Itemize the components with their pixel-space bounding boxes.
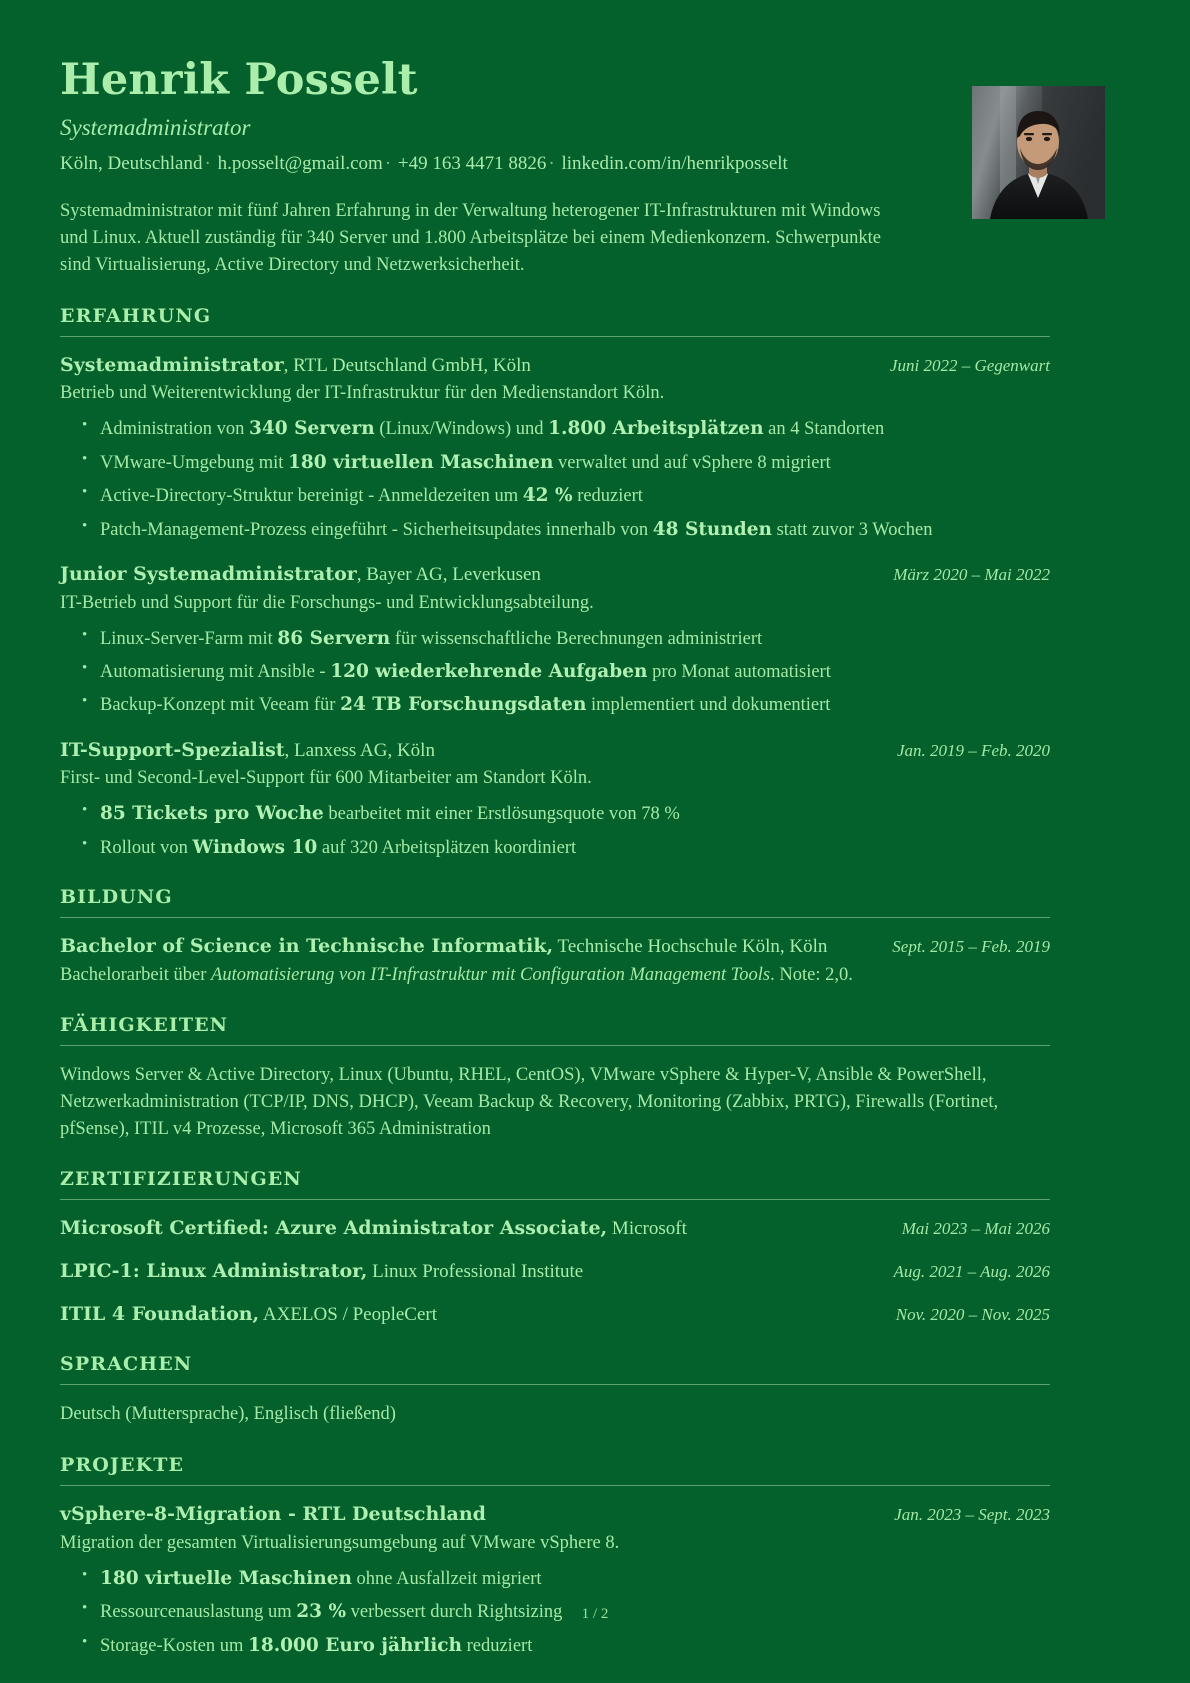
thesis-title: Automatisierung von IT-Infrastruktur mit Configuration Management Tools [211,964,771,985]
bullet-text: Rollout von [100,837,193,858]
bullet-text-post: reduziert [572,486,643,507]
certification-row [60,1259,1050,1285]
entry-description: First- und Second-Level-Support für 600 Mitarbeiter am Standort Köln. [60,768,592,789]
bullet-text: Active-Directory-Struktur bereinigt - Anmeldezeiten um [100,486,523,507]
contact-separator-3: · [548,153,555,175]
section-divider [60,917,1050,918]
section-certifications [60,1168,1050,1327]
section-divider [60,336,1050,337]
bullet-text-post: verwaltet und auf vSphere 8 migriert [553,452,831,473]
section-projects [60,1454,1050,1658]
school-name: Technische Hochschule Köln, Köln [553,936,828,958]
entry-role: Junior Systemadministrator [60,562,357,585]
section-divider [60,1384,1050,1385]
entry-title [60,1216,687,1242]
section-divider [60,1199,1050,1200]
bullet-text: Ressourcenauslastung um [100,1602,297,1623]
list-item [82,518,1050,542]
list-item [82,836,1050,860]
project-description: Migration der gesamten Virtualisierungsumgebung auf VMware vSphere 8. [60,1532,620,1553]
portrait-photo [972,86,1105,219]
bullet-text-post: ohne Ausfallzeit migriert [351,1568,542,1589]
degree-name: Bachelor of Science in Technische Informatik, [60,935,554,958]
list-item [82,802,1050,826]
languages-text: Deutsch (Muttersprache), Englisch (fließend) [60,1404,396,1425]
entry-title [60,562,541,588]
bullet-text-post: statt zuvor 3 Wochen [771,519,933,540]
section-divider [60,1045,1050,1046]
contact-separator-2: · [384,153,392,175]
entry-title [60,1302,437,1328]
section-heading-languages: SPRACHEN [60,1353,193,1376]
bullet-text-mid: (Linux/Windows) und [374,419,549,440]
list-item [82,484,1050,508]
project-name: vSphere-8-Migration - RTL Deutschland [60,1503,486,1526]
bullet-text-post: implementiert und dokumentiert [586,695,831,716]
bullet-text-post: verbessert durch Rightsizing [346,1602,563,1623]
list-item [82,1567,1050,1591]
entry-title [60,738,435,764]
entry-header [60,1502,1050,1528]
entry-date: März 2020 – Mai 2022 [893,564,1050,584]
bullet-highlight: 85 Tickets pro Woche [100,803,324,825]
entry-company: , Lanxess AG, Köln [284,739,435,761]
experience-entry [60,738,1050,860]
section-heading-projects: PROJEKTE [60,1454,185,1477]
section-heading-experience: ERFAHRUNG [60,304,212,327]
bullet-highlight: 48 Stunden [652,518,772,540]
entry-title [60,934,827,960]
entry-bullet-list [60,417,1050,542]
profile-summary: Systemadministrator mit fünf Jahren Erfahrung in der Verwaltung heterogener IT-Infrastrukturen mit Windows und Linux. Aktuell zuständig für 340 Server und 1.800 Arbeitsplätze bei einem Medienkonzern. Schwerpunkte sind Virtualisierung, Active Directory und Netzwerksicherheit. [60,201,882,275]
bullet-text-post: pro Monat automatisiert [647,661,831,682]
contact-linkedin[interactable]: linkedin.com/in/henrikposselt [561,153,788,175]
section-education [60,886,1050,988]
entry-bullet-list [60,802,1050,860]
entry-date: Jan. 2019 – Feb. 2020 [897,740,1050,760]
bullet-text: Automatisierung mit Ansible - [100,661,331,682]
bullet-highlight: 340 Servern [249,418,375,440]
entry-description: IT-Betrieb und Support für die Forschungs- und Entwicklungsabteilung. [60,592,594,613]
bullet-text-post: auf 320 Arbeitsplätzen koordiniert [317,837,577,858]
certification-date: Aug. 2021 – Aug. 2026 [893,1262,1050,1282]
bullet-text-post: reduziert [461,1635,533,1656]
contact-email[interactable]: h.posselt@gmail.com [217,153,383,175]
entry-company: , Bayer AG, Leverkusen [356,563,541,585]
entry-date: Sept. 2015 – Feb. 2019 [892,937,1050,957]
skills-text: Windows Server & Active Directory, Linux (Ubuntu, RHEL, CentOS), VMware vSphere & Hyper-V, Ansible & PowerShell, Netzwerkadministration (TCP/IP, DNS, DHCP), Veeam Backup & Recovery, Monitoring (Zabbix, PRTG), Firewalls (Fortinet, pfSense), ITIL v4 Prozesse, Microsoft 365 Administration [60,1064,999,1139]
entry-header [60,934,1050,960]
list-item [82,693,1050,717]
project-date: Jan. 2023 – Sept. 2023 [894,1505,1050,1525]
bullet-text: Administration von [100,419,250,440]
contact-location: Köln, Deutschland [60,153,203,175]
bullet-text: Linux-Server-Farm mit [100,628,278,649]
page-title: Henrik Posselt [60,55,418,105]
entry-title [60,1502,486,1528]
bullet-highlight-2: 1.800 Arbeitsplätzen [548,418,764,440]
certification-date: Mai 2023 – Mai 2026 [901,1219,1050,1239]
experience-entry [60,353,1050,542]
page-indicator: 1 / 2 [581,1606,609,1622]
list-item [82,1634,1050,1658]
contact-line [60,152,910,176]
entry-header [60,562,1050,588]
section-heading-skills: FÄHIGKEITEN [60,1013,229,1036]
certification-name: LPIC-1: Linux Administrator, [60,1260,368,1283]
certification-row [60,1216,1050,1242]
experience-entry [60,562,1050,718]
bullet-text: Backup-Konzept mit Veeam für [100,695,341,716]
project-entry [60,1502,1050,1658]
bullet-text: Patch-Management-Prozess eingeführt - Sicherheitsupdates innerhalb von [100,519,653,540]
certification-issuer: AXELOS / PeopleCert [259,1303,438,1325]
contact-separator-1: · [204,153,211,175]
bullet-text-post: für wissenschaftliche Berechnungen administriert [390,628,763,649]
entry-bullet-list [60,627,1050,718]
certification-name: Microsoft Certified: Azure Administrator Associate, [60,1217,608,1240]
thesis-grade: . Note: 2,0. [770,964,853,985]
page-footer [0,1606,1190,1623]
section-divider [60,1485,1050,1486]
entry-role: Systemadministrator [60,353,284,376]
certification-issuer: Linux Professional Institute [367,1261,584,1283]
bullet-highlight: 86 Servern [277,627,391,649]
list-item [82,451,1050,475]
bullet-highlight: 24 TB Forschungsdaten [340,694,587,716]
entry-title [60,353,531,379]
entry-header [60,738,1050,764]
entry-header [60,353,1050,379]
entry-company: , RTL Deutschland GmbH, Köln [283,354,531,376]
certification-name: ITIL 4 Foundation, [60,1302,260,1325]
section-skills [60,1014,1050,1142]
bullet-text-post: an 4 Standorten [763,419,885,440]
bullet-highlight: 180 virtuellen Maschinen [288,451,554,473]
section-experience [60,305,1050,861]
thesis-prefix: Bachelorarbeit über [60,964,212,985]
entry-date: Juni 2022 – Gegenwart [889,355,1050,375]
entry-title [60,1259,583,1285]
section-heading-certifications: ZERTIFIZIERUNGEN [60,1168,302,1191]
list-item [82,417,1050,441]
bullet-text-post: bearbeitet mit einer Erstlösungsquote von 78 % [323,804,680,825]
contact-phone[interactable]: +49 163 4471 8826 [397,153,547,175]
bullet-text: VMware-Umgebung mit [100,452,289,473]
list-item [82,627,1050,651]
bullet-text: Storage-Kosten um [100,1635,248,1656]
education-entry [60,934,1050,988]
bullet-highlight: 120 wiederkehrende Aufgaben [330,660,648,682]
list-item [82,660,1050,684]
certification-issuer: Microsoft [607,1218,687,1240]
entry-description: Betrieb und Weiterentwicklung der IT-Infrastruktur für den Medienstandort Köln. [60,383,665,404]
section-languages [60,1353,1050,1428]
bullet-highlight: 180 virtuelle Maschinen [100,1567,352,1589]
certification-date: Nov. 2020 – Nov. 2025 [895,1304,1050,1324]
certification-row [60,1302,1050,1328]
bullet-highlight: 42 % [522,485,573,507]
bullet-highlight: 18.000 Euro jährlich [247,1634,462,1656]
bullet-highlight: 23 % [296,1601,347,1623]
resume-header [60,55,1050,279]
entry-role: IT-Support-Spezialist [60,738,285,761]
thesis-line [60,963,1050,988]
bullet-highlight: Windows 10 [192,836,318,858]
section-heading-education: BILDUNG [60,886,173,909]
job-title: Systemadministrator [60,115,251,141]
